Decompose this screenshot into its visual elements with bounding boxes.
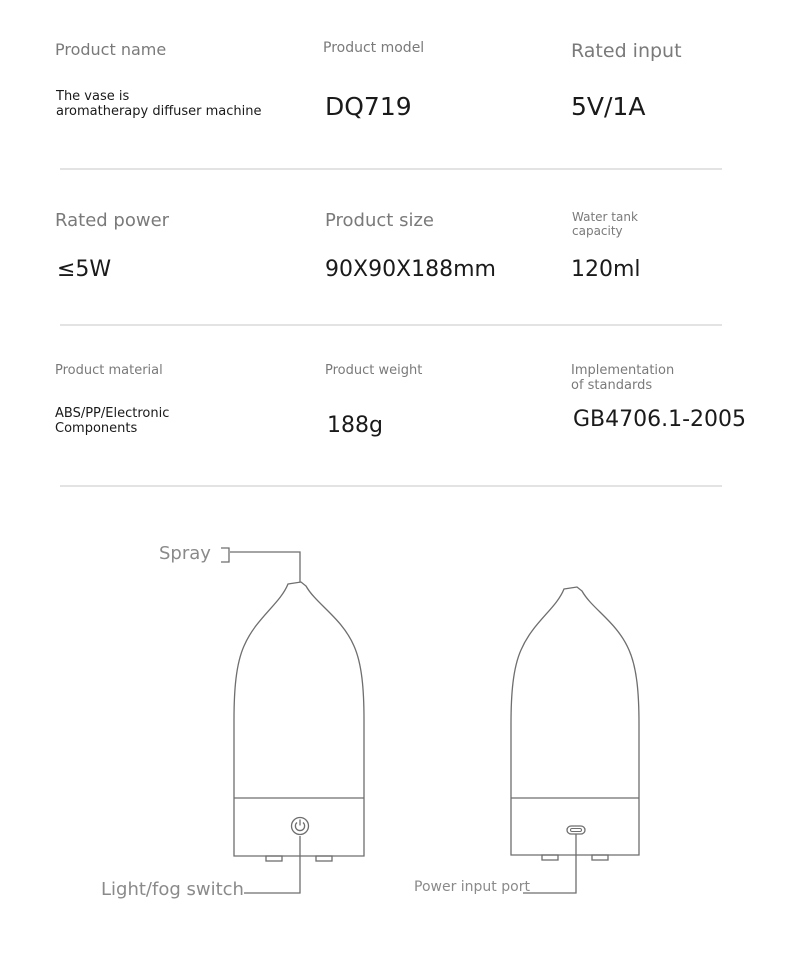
rated-input-value: 5V/1A [571, 92, 646, 121]
rated-power-label: Rated power [55, 210, 170, 231]
back-foot-right [592, 855, 608, 860]
weight-value: 188g [327, 413, 383, 438]
front-foot-right [316, 856, 332, 861]
standards-value: GB4706.1-2005 [573, 407, 747, 432]
usb-c-port-icon [567, 826, 585, 834]
product-size-value: 90X90X188mm [325, 257, 496, 282]
spray-callout-line [230, 552, 300, 582]
spray-bracket [221, 548, 229, 562]
weight-label: Product weight [325, 363, 423, 378]
product-model-value: DQ719 [325, 92, 412, 121]
product-name-label: Product name [55, 40, 167, 59]
front-diffuser-outline [234, 582, 364, 856]
back-foot-left [542, 855, 558, 860]
back-diffuser-outline [511, 587, 639, 855]
power-input-port-label: Power input port [414, 879, 530, 895]
power-icon [292, 818, 309, 835]
water-tank-label: Water tank capacity [572, 210, 638, 238]
port-callout-line [523, 834, 576, 893]
product-name-value: The vase is aromatherapy diffuser machine [56, 89, 262, 119]
rated-input-label: Rated input [571, 40, 682, 62]
rated-power-value: ≤5W [57, 257, 112, 282]
product-model-label: Product model [323, 40, 425, 56]
material-label: Product material [55, 363, 163, 378]
standards-label: Implementation of standards [571, 363, 675, 393]
material-value: ABS/PP/Electronic Components [55, 406, 170, 436]
water-tank-value: 120ml [571, 257, 641, 282]
light-fog-switch-label: Light/fog switch [101, 879, 244, 900]
front-foot-left [266, 856, 282, 861]
spray-label: Spray [159, 543, 211, 564]
switch-callout-line [244, 836, 300, 893]
product-size-label: Product size [325, 210, 434, 231]
